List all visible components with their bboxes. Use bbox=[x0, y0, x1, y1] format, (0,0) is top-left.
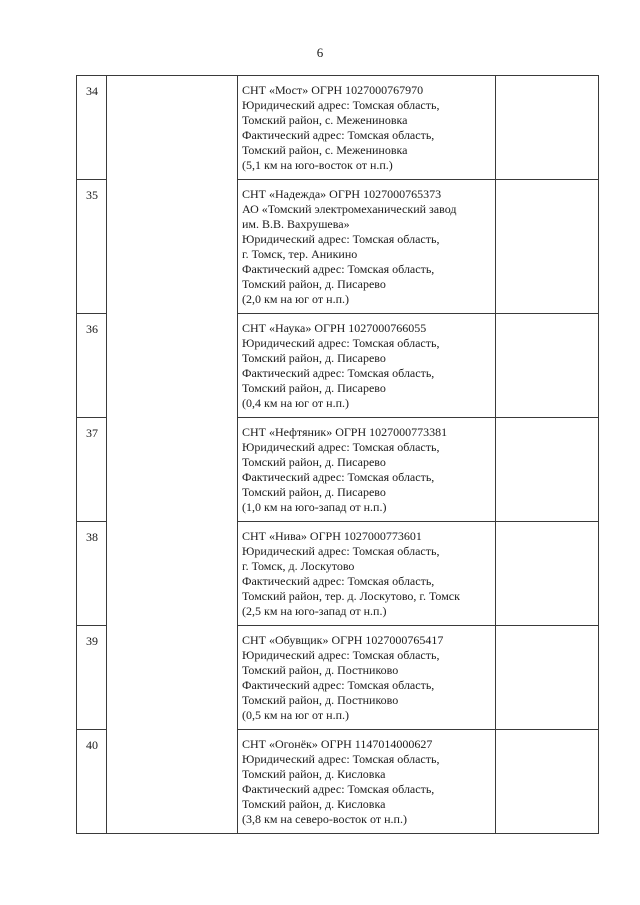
empty-cell bbox=[496, 626, 599, 730]
row-number: 34 bbox=[86, 84, 98, 98]
row-number: 36 bbox=[86, 322, 98, 336]
empty-cell bbox=[496, 76, 599, 180]
row-number-cell bbox=[77, 626, 107, 730]
organization-detail-line: Фактический адрес: Томская область, bbox=[242, 470, 435, 484]
organization-detail-line: Фактический адрес: Томская область, bbox=[242, 262, 435, 276]
organization-cell bbox=[238, 418, 496, 522]
organization-detail-line: Юридический адрес: Томская область, bbox=[242, 648, 440, 662]
organization-detail-line: (1,0 км на юго-запад от н.п.) bbox=[242, 500, 387, 514]
row-number-cell bbox=[77, 76, 107, 180]
organization-name: СНТ «Огонёк» ОГРН 1147014000627 bbox=[242, 737, 433, 751]
row-number-cell bbox=[77, 730, 107, 834]
table-row bbox=[77, 76, 599, 180]
row-number: 38 bbox=[86, 530, 98, 544]
row-number-cell bbox=[77, 522, 107, 626]
organization-detail-line: Томский район, тер. д. Лоскутово, г. Томск bbox=[242, 589, 460, 603]
empty-cell bbox=[496, 314, 599, 418]
organization-detail-line: (2,0 км на юг от н.п.) bbox=[242, 292, 349, 306]
organization-detail-line: Юридический адрес: Томская область, bbox=[242, 232, 440, 246]
organization-detail-line: Томский район, д. Писарево bbox=[242, 485, 386, 499]
organization-detail-line: (3,8 км на северо-восток от н.п.) bbox=[242, 812, 407, 826]
organization-detail-line: г. Томск, тер. Аникино bbox=[242, 247, 358, 261]
row-number-cell bbox=[77, 418, 107, 522]
organization-detail-line: Фактический адрес: Томская область, bbox=[242, 782, 435, 796]
organization-detail-line: Фактический адрес: Томская область, bbox=[242, 128, 435, 142]
merged-empty-cell bbox=[107, 76, 238, 834]
organization-detail-line: Фактический адрес: Томская область, bbox=[242, 574, 435, 588]
organization-detail-line: Юридический адрес: Томская область, bbox=[242, 336, 440, 350]
organization-detail-line: Юридический адрес: Томская область, bbox=[242, 544, 440, 558]
empty-cell bbox=[496, 418, 599, 522]
organization-detail-line: Томский район, с. Межениновка bbox=[242, 143, 408, 157]
organization-name: СНТ «Надежда» ОГРН 1027000765373 bbox=[242, 187, 442, 201]
organization-name: СНТ «Мост» ОГРН 1027000767970 bbox=[242, 83, 424, 97]
organization-cell bbox=[238, 730, 496, 834]
row-number-cell bbox=[77, 314, 107, 418]
organization-detail-line: Фактический адрес: Томская область, bbox=[242, 678, 435, 692]
organization-detail-line: Юридический адрес: Томская область, bbox=[242, 440, 440, 454]
organization-cell bbox=[238, 626, 496, 730]
organization-detail-line: Томский район, д. Писарево bbox=[242, 277, 386, 291]
registry-table bbox=[76, 75, 599, 834]
organization-detail-line: Томский район, д. Постниково bbox=[242, 693, 399, 707]
organization-cell bbox=[238, 314, 496, 418]
row-number: 39 bbox=[86, 634, 98, 648]
organization-detail-line: (0,5 км на юг от н.п.) bbox=[242, 708, 349, 722]
row-number: 35 bbox=[86, 188, 98, 202]
organization-name: СНТ «Нива» ОГРН 1027000773601 bbox=[242, 529, 422, 543]
table-body bbox=[77, 76, 599, 834]
organization-name: СНТ «Обувщик» ОГРН 1027000765417 bbox=[242, 633, 444, 647]
organization-detail-line: Юридический адрес: Томская область, bbox=[242, 98, 440, 112]
organization-cell bbox=[238, 522, 496, 626]
organization-detail-line: Юридический адрес: Томская область, bbox=[242, 752, 440, 766]
organization-detail-line: Томский район, д. Писарево bbox=[242, 455, 386, 469]
row-number: 40 bbox=[86, 738, 98, 752]
organization-detail-line: Томский район, д. Писарево bbox=[242, 351, 386, 365]
organization-cell bbox=[238, 76, 496, 180]
organization-detail-line: (0,4 км на юг от н.п.) bbox=[242, 396, 349, 410]
organization-detail-line: им. В.В. Вахрушева» bbox=[242, 217, 350, 231]
organization-detail-line: Томский район, д. Писарево bbox=[242, 381, 386, 395]
organization-detail-line: (2,5 км на юго-запад от н.п.) bbox=[242, 604, 387, 618]
empty-cell bbox=[496, 730, 599, 834]
organization-name: СНТ «Нефтяник» ОГРН 1027000773381 bbox=[242, 425, 448, 439]
organization-detail-line: АО «Томский электромеханический завод bbox=[242, 202, 457, 216]
empty-cell bbox=[496, 180, 599, 314]
organization-detail-line: Томский район, д. Кисловка bbox=[242, 797, 386, 811]
empty-cell bbox=[496, 522, 599, 626]
organization-detail-line: г. Томск, д. Лоскутово bbox=[242, 559, 355, 573]
organization-detail-line: Томский район, с. Межениновка bbox=[242, 113, 408, 127]
page-number: 6 bbox=[316, 45, 324, 60]
organization-detail-line: Фактический адрес: Томская область, bbox=[242, 366, 435, 380]
organization-detail-line: Томский район, д. Постниково bbox=[242, 663, 399, 677]
organization-name: СНТ «Наука» ОГРН 1027000766055 bbox=[242, 321, 427, 335]
organization-detail-line: (5,1 км на юго-восток от н.п.) bbox=[242, 158, 393, 172]
organization-detail-line: Томский район, д. Кисловка bbox=[242, 767, 386, 781]
row-number-cell bbox=[77, 180, 107, 314]
organization-cell bbox=[238, 180, 496, 314]
row-number: 37 bbox=[86, 426, 98, 440]
